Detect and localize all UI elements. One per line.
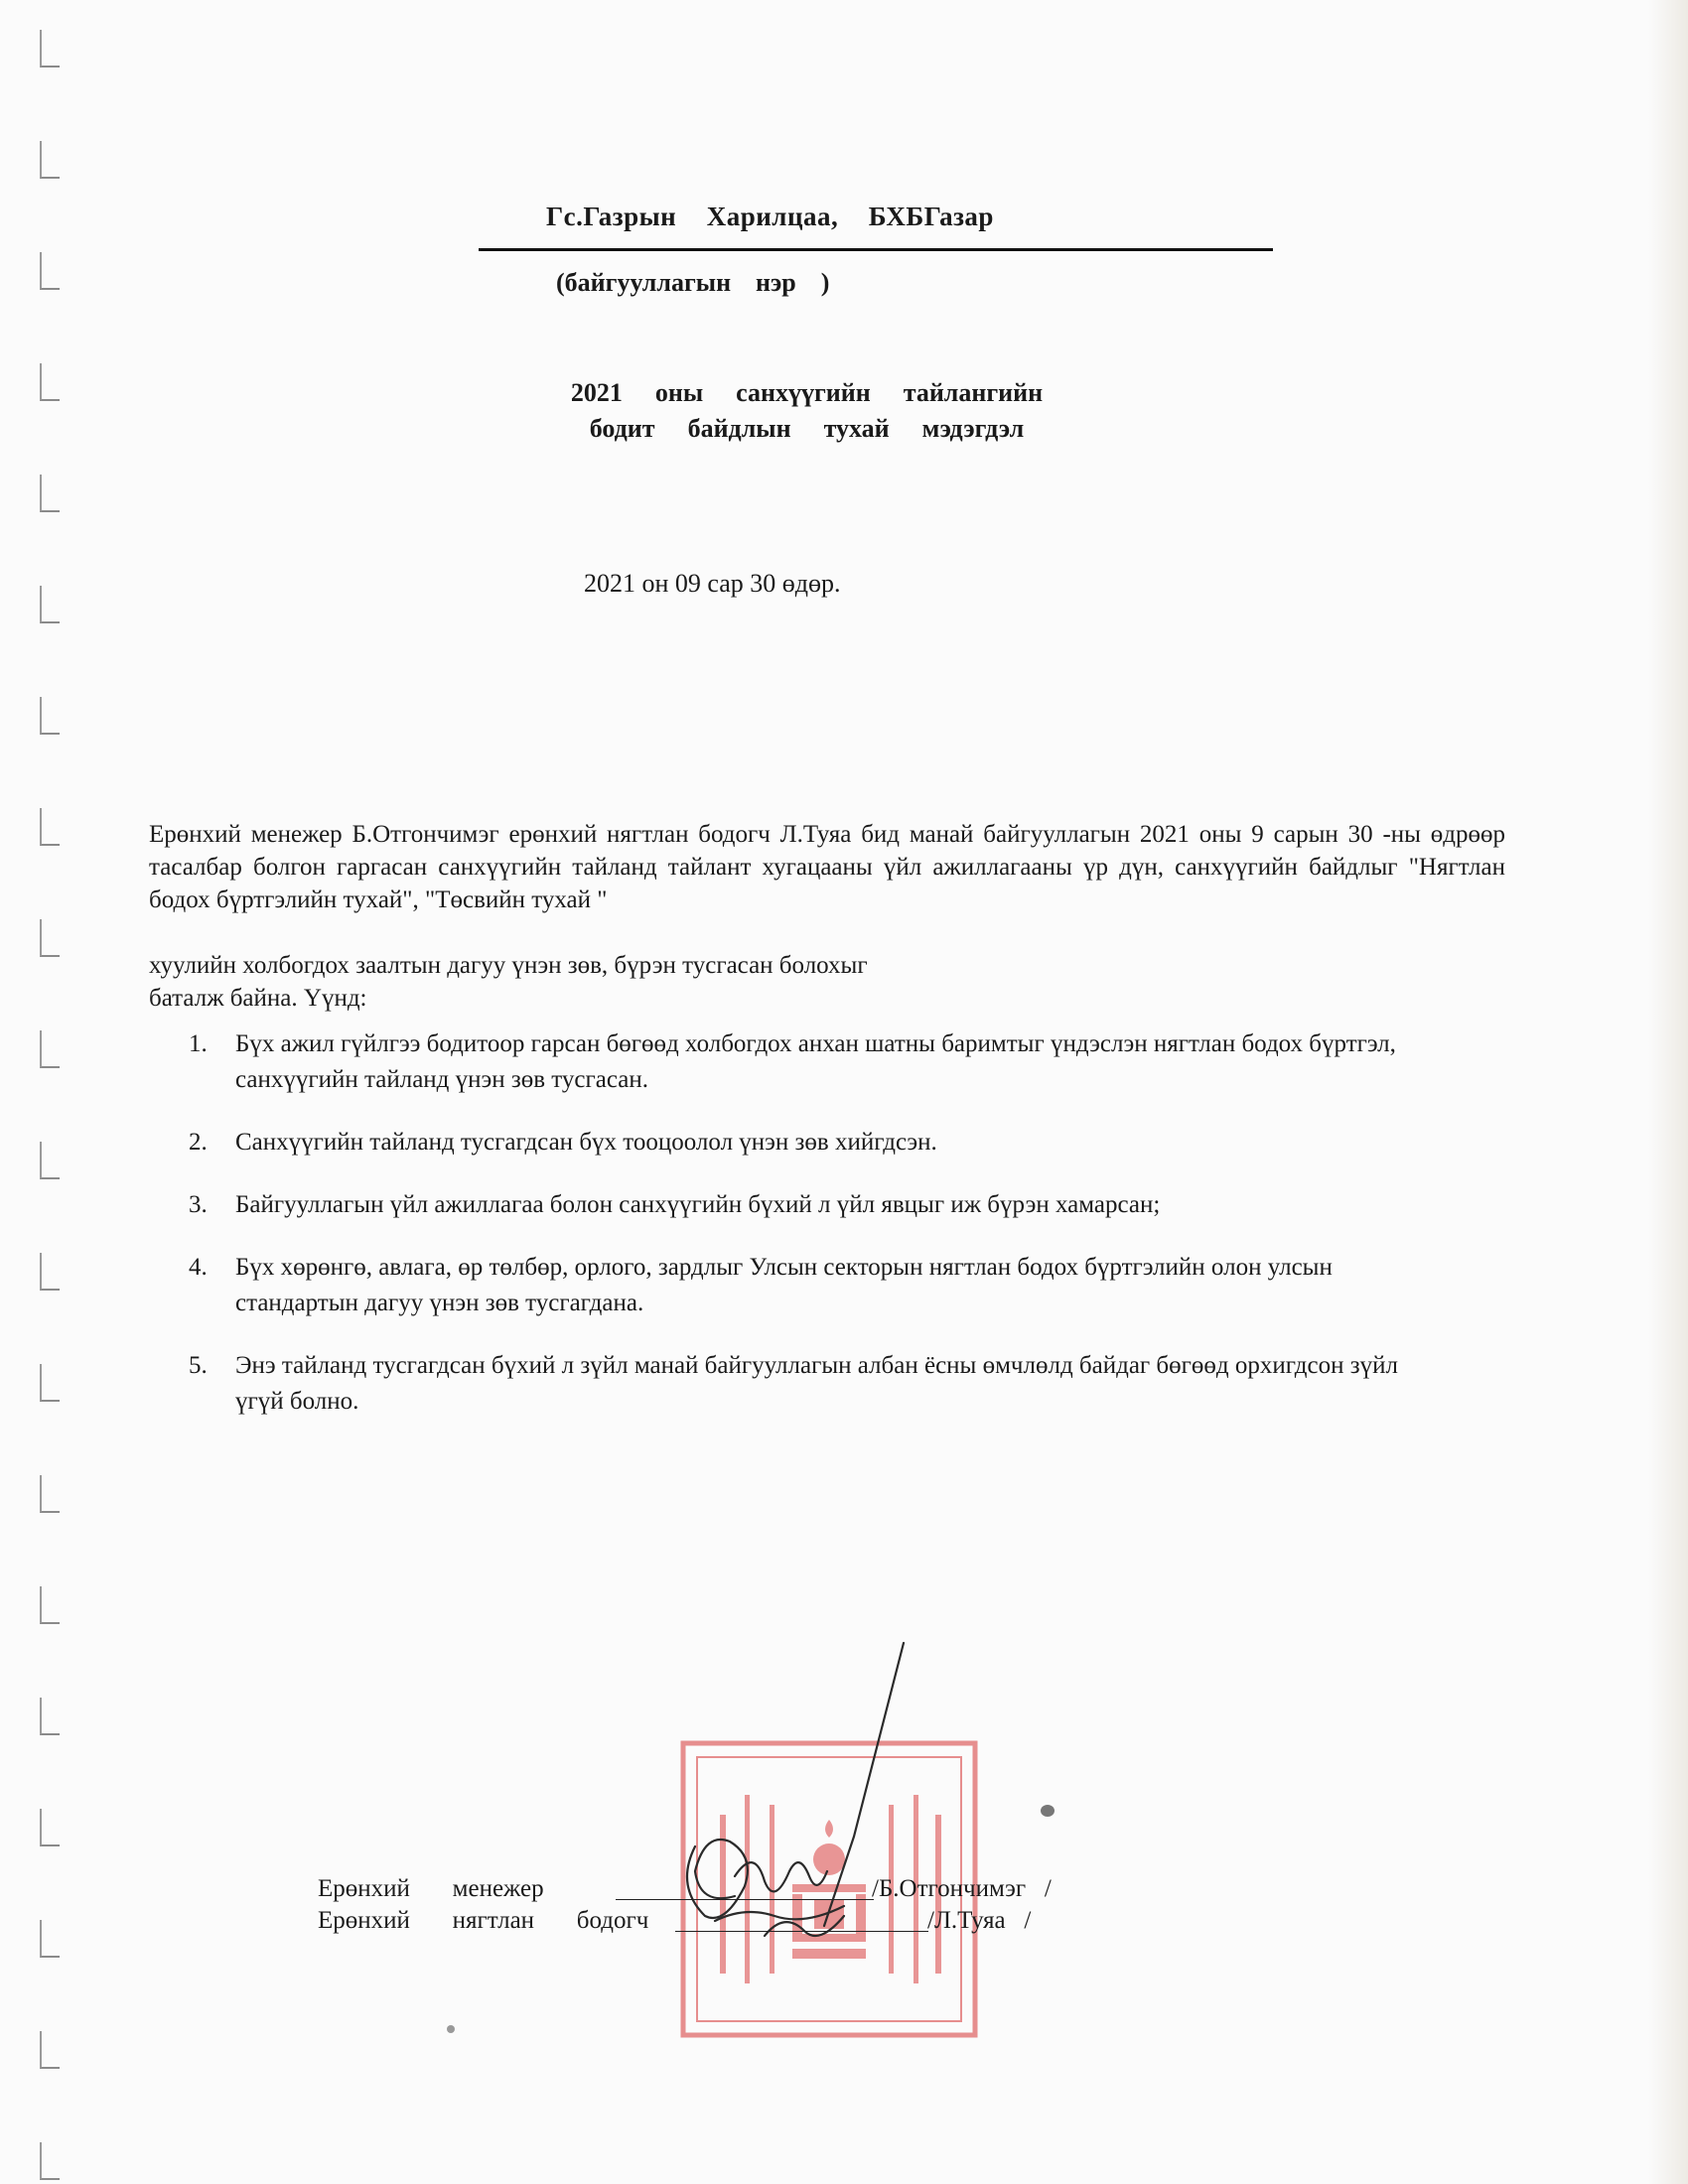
signature-role: Ерөнхий менежер — [318, 1875, 544, 1902]
binding-mark — [40, 1364, 60, 1402]
list-number: 3. — [189, 1191, 208, 1218]
binding-mark — [40, 919, 60, 957]
intro-closing: баталж байна. Үүнд: — [149, 985, 367, 1012]
list-text: Бүх хөрөнгө, авлага, өр төлбөр, орлого, зардлыг Улсын секторын нягтлан бодох бүртгэлийн олон улсын стандартын дагуу үнэн зөв тусгагдана. — [235, 1254, 1333, 1316]
binding-mark — [40, 141, 60, 179]
signature-line — [616, 1899, 874, 1900]
binding-mark — [40, 1809, 60, 1846]
list-text: Байгууллагын үйл ажиллагаа болон санхүүгийн бүхий л үйл явцыг иж бүрэн хамарсан; — [235, 1191, 1161, 1218]
signature-name: /Л.Туяа / — [927, 1907, 1032, 1934]
binding-mark — [40, 30, 60, 68]
statement-list — [189, 1026, 1440, 1446]
binding-mark — [40, 697, 60, 735]
binding-mark — [40, 586, 60, 623]
list-number: 4. — [189, 1254, 208, 1281]
list-text: Санхүүгийн тайланд тусгагдсан бүх тооцоолол үнэн зөв хийгдсэн. — [235, 1129, 937, 1156]
organization-name: Гс.Газрын Харилцаа, БХБГазар — [546, 202, 994, 231]
list-text: Энэ тайланд тусгагдсан бүхий л зүйл манай байгууллагын албан ёсны өмчлөлд байдаг бөгөөд орхигдсон зүйл үгүй болно. — [235, 1352, 1398, 1415]
list-item — [189, 1187, 1440, 1223]
list-item — [189, 1026, 1440, 1098]
list-text: Бүх ажил гүйлгээ бодитоор гарсан бөгөөд холбогдох анхан шатны баримтыг үндэслэн нягтлан бодох бүртгэл, санхүүгийн тайланд үнэн зөв тусгасан. — [235, 1030, 1396, 1093]
title-line-2: бодит байдлын тухай мэдэгдэл — [589, 414, 1025, 443]
list-item — [189, 1348, 1440, 1420]
binding-mark — [40, 252, 60, 290]
list-item — [189, 1125, 1440, 1160]
binding-mark — [40, 1030, 60, 1068]
binding-mark — [40, 475, 60, 512]
list-item — [189, 1250, 1440, 1321]
binding-mark — [40, 2031, 60, 2069]
binding-margin — [40, 0, 70, 2184]
signature-scribble — [655, 1638, 933, 1966]
signature-role: Ерөнхий нягтлан бодогч — [318, 1907, 649, 1934]
organization-underline — [479, 248, 1273, 251]
page-edge-shadow — [1648, 0, 1688, 2184]
scan-speck — [447, 2025, 455, 2033]
binding-mark — [40, 2142, 60, 2180]
intro-paragraph: Ерөнхий менежер Б.Отгончимэг ерөнхий нягтлан бодогч Л.Туяа бид манай байгууллагын 2021 оны 9 сарын 30 -ны өдрөөр тасалбар болгон гаргасан санхүүгийн тайланд тайлант хугацааны үйл ажиллагааны үр дүн, санхүүгийн байдлыг "Нягтлан бодох бүртгэлийн тухай", "Төсвийн тухай " — [149, 821, 1505, 913]
list-number: 1. — [189, 1030, 208, 1057]
binding-mark — [40, 1475, 60, 1513]
binding-mark — [40, 1142, 60, 1179]
binding-mark — [40, 1586, 60, 1624]
document-date: 2021 он 09 сар 30 өдөр. — [584, 569, 841, 598]
scan-speck — [1041, 1805, 1055, 1817]
signature-line — [675, 1931, 928, 1932]
organization-caption: (байгууллагын нэр ) — [556, 268, 830, 297]
binding-mark — [40, 1253, 60, 1291]
binding-mark — [40, 808, 60, 846]
binding-mark — [40, 1920, 60, 1958]
list-number: 5. — [189, 1352, 208, 1379]
signature-name: /Б.Отгончимэг / — [872, 1875, 1052, 1902]
intro-last-line: хуулийн холбогдох заалтын дагуу үнэн зөв, бүрэн тусгасан болохыг — [149, 952, 868, 979]
document-title — [0, 375, 1614, 447]
list-number: 2. — [189, 1129, 208, 1156]
title-line-1: 2021 оны санхүүгийн тайлангийн — [570, 378, 1044, 407]
binding-mark — [40, 1698, 60, 1735]
